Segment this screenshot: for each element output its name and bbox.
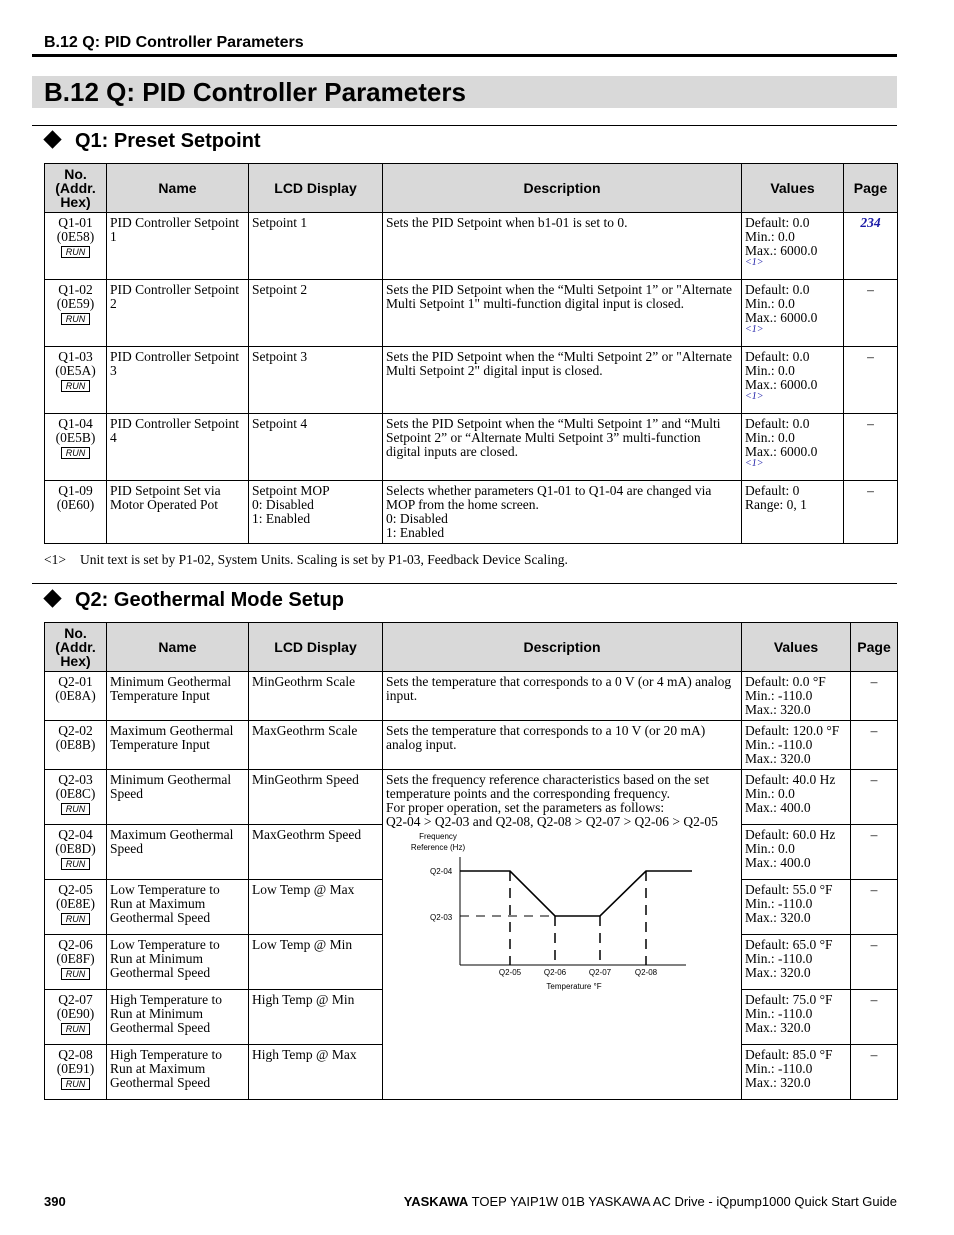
page-ref: – [851,825,898,880]
geothermal-frequency-diagram [410,829,724,993]
values [742,414,844,481]
x-tick-label: Q2-07 [588,968,612,977]
page-ref: – [851,1045,898,1100]
values-line: Default: 0.0 [745,349,810,364]
values [742,770,851,825]
values-line: Default: 85.0 °F [745,1047,833,1062]
values-line: Default: 0.0 [745,215,810,230]
col-lcd-header: LCD Display [249,623,383,672]
q1-heading-text: Q1: Preset Setpoint [75,130,261,152]
col-name-header: Name [107,623,249,672]
page-ref: – [851,672,898,721]
x-tick-label: Q2-05 [498,968,522,977]
param-address: (0E5B) [55,430,96,445]
run-badge: RUN [61,1078,91,1090]
page-ref: – [851,935,898,990]
footer-brand: YASKAWA [403,1194,469,1209]
page-ref[interactable] [844,213,898,280]
lcd-display [249,280,383,347]
description-line: Sets the frequency reference characteristics based on the set temperature points and the corresponding frequency. [386,772,710,801]
description-line: 0: Disabled [386,511,448,526]
param-address: (0E91) [56,1061,95,1076]
description [383,481,742,544]
param-id: Q1-03 [58,349,93,364]
table-row [45,280,898,347]
diamond-bullet-icon [43,131,61,149]
page-dash: – [867,282,874,297]
param-address: (0E5A) [55,363,96,378]
footnote-mark: <1> [44,552,66,567]
col-no-header: No. (Addr. Hex) [45,623,107,672]
param-id: Q2-02 [58,723,93,738]
footer-guide-text: TOEP YAIP1W 01B YASKAWA AC Drive - iQpump1000 Quick Start Guide [471,1194,897,1209]
y-axis-title: Frequency [419,832,457,841]
param-name: PID Controller Setpoint 1 [107,213,249,280]
q1-table [44,163,898,544]
page-link[interactable]: 234 [860,215,881,230]
param-id: Q2-05 [58,882,93,897]
unit-note-ref[interactable]: <1> [745,257,764,268]
description [383,721,742,770]
lcd-display [249,213,383,280]
values-line: Max.: 320.0 [745,1020,811,1035]
values-line: Min.: -110.0 [745,737,813,752]
param-address: (0E8C) [55,786,96,801]
col-values-header: Values [742,623,851,672]
param-number [45,280,107,347]
description [383,280,742,347]
col-description-header: Description [383,623,742,672]
param-name: PID Controller Setpoint 2 [107,280,249,347]
values-line: Max.: 6000.0 [745,243,818,258]
run-badge: RUN [61,380,91,392]
values-line: Max.: 400.0 [745,800,811,815]
param-number [45,347,107,414]
param-id: Q2-08 [58,1047,93,1062]
x-tick-label: Q2-06 [543,968,567,977]
values-line: Min.: -110.0 [745,896,813,911]
description-line: Sets the temperature that corresponds to a 0 V (or 4 mA) analog input. [386,674,732,703]
param-id: Q2-07 [58,992,93,1007]
x-axis-title: Temperature °F [546,982,602,991]
param-address: (0E8A) [55,688,96,703]
values [742,721,851,770]
param-name: Minimum Geothermal Speed [107,770,249,825]
run-badge: RUN [61,858,91,870]
header-rule [32,54,897,57]
param-name: Maximum Geothermal Speed [107,825,249,880]
param-name: Low Temperature to Run at Maximum Geothermal Speed [107,880,249,935]
lcd-display: Low Temp @ Max [249,880,383,935]
param-name: High Temperature to Run at Minimum Geothermal Speed [107,990,249,1045]
description-line: Sets the PID Setpoint when the “Multi Setpoint 1” and “Multi Setpoint 2” or “Alternate Multi Setpoint 3” multi-function digital inputs are closed. [386,416,721,459]
lcd-display-line: Setpoint 1 [252,215,308,230]
q1-header-row [45,164,898,213]
description-line: For proper operation, set the parameters as follows: [386,800,665,815]
lcd-display: High Temp @ Max [249,1045,383,1100]
lcd-display: Low Temp @ Min [249,935,383,990]
values [742,213,844,280]
values [742,672,851,721]
values-line: Default: 120.0 °F [745,723,840,738]
page-dash: – [867,349,874,364]
footer-page-number: 390 [44,1194,66,1209]
lcd-display-line: Setpoint 2 [252,282,308,297]
param-id: Q1-04 [58,416,93,431]
param-number [45,414,107,481]
description [383,414,742,481]
values-line: Min.: -110.0 [745,951,813,966]
values [742,990,851,1045]
param-id: Q1-09 [58,483,93,498]
param-number [45,880,107,935]
description-line: Q2-04 > Q2-03 and Q2-08, Q2-08 > Q2-07 > Q2-06 > Q2-05 [386,814,718,829]
param-name: Minimum Geothermal Temperature Input [107,672,249,721]
param-number [45,935,107,990]
lcd-display [249,414,383,481]
param-name: Low Temperature to Run at Minimum Geothermal Speed [107,935,249,990]
y-axis-title: Reference (Hz) [410,843,466,852]
values [742,880,851,935]
lcd-display: High Temp @ Min [249,990,383,1045]
description-line: 1: Enabled [386,525,445,540]
q1-rule [32,125,897,126]
param-address: (0E8D) [55,841,96,856]
col-values-header: Values [742,164,844,213]
values-line: Min.: -110.0 [745,688,813,703]
param-name: High Temperature to Run at Maximum Geothermal Speed [107,1045,249,1100]
q2-table [44,622,898,1100]
values-line: Default: 75.0 °F [745,992,833,1007]
lcd-display: MaxGeothrm Speed [249,825,383,880]
page-ref: – [851,721,898,770]
y-tick-label: Q2-04 [430,867,453,876]
col-lcd-header: LCD Display [249,164,383,213]
values-line: Default: 0.0 [745,282,810,297]
run-badge: RUN [61,1023,91,1035]
values [742,280,844,347]
values-line: Default: 0 [745,483,800,498]
table-row [45,414,898,481]
param-number [45,481,107,544]
param-id: Q2-04 [58,827,93,842]
values-line: Max.: 6000.0 [745,310,818,325]
values-line: Max.: 320.0 [745,1075,811,1090]
col-page-header: Page [844,164,898,213]
param-id: Q1-01 [58,215,93,230]
q2-header-row [45,623,898,672]
values-line: Min.: -110.0 [745,1061,813,1076]
values-line: Default: 65.0 °F [745,937,833,952]
lcd-display [249,347,383,414]
values-line: Max.: 6000.0 [745,444,818,459]
diamond-bullet-icon [43,590,61,608]
description-line: Sets the PID Setpoint when the “Multi Setpoint 2” or "Alternate Multi Setpoint 2" digital input is closed. [386,349,732,378]
values-line: Default: 55.0 °F [745,882,833,897]
col-no-header: No. (Addr. Hex) [45,164,107,213]
description-line: Sets the PID Setpoint when the “Multi Setpoint 1” or "Alternate Multi Setpoint 1" multi-function digital input is closed. [386,282,732,311]
page-title: B.12 Q: PID Controller Parameters [44,77,466,107]
page-dash: – [867,483,874,498]
lcd-display-line: 0: Disabled [252,497,314,512]
unit-note-ref[interactable]: <1> [745,458,764,469]
lcd-display-line: Setpoint 3 [252,349,308,364]
values [742,481,844,544]
values-line: Min.: 0.0 [745,430,795,445]
param-name: PID Controller Setpoint 3 [107,347,249,414]
lcd-display-line: Setpoint MOP [252,483,330,498]
param-address: (0E59) [56,296,95,311]
table-row [45,347,898,414]
param-number [45,213,107,280]
running-header: B.12 Q: PID Controller Parameters [44,34,304,51]
table-row [45,213,898,280]
page-ref: – [851,990,898,1045]
param-name: PID Setpoint Set via Motor Operated Pot [107,481,249,544]
param-number [45,825,107,880]
col-page-header: Page [851,623,898,672]
lcd-display: MinGeothrm Scale [249,672,383,721]
values-line: Default: 0.0 °F [745,674,826,689]
geothermal-description [383,770,742,1100]
param-number [45,1045,107,1100]
param-number [45,721,107,770]
frequency-curve [460,871,692,916]
param-name: Maximum Geothermal Temperature Input [107,721,249,770]
run-badge: RUN [61,447,91,459]
values-line: Default: 40.0 Hz [745,772,836,787]
footnote [44,552,568,568]
values-line: Max.: 6000.0 [745,377,818,392]
values-line: Min.: 0.0 [745,363,795,378]
param-number [45,990,107,1045]
description [383,213,742,280]
values-line: Min.: -110.0 [745,1006,813,1021]
param-address: (0E8B) [55,737,96,752]
param-address: (0E8F) [56,951,95,966]
param-id: Q2-03 [58,772,93,787]
run-badge: RUN [61,968,91,980]
values-line: Min.: 0.0 [745,229,795,244]
table-row [45,770,898,825]
values-line: Min.: 0.0 [745,841,795,856]
values-line: Max.: 320.0 [745,965,811,980]
run-badge: RUN [61,313,91,325]
x-tick-label: Q2-08 [634,968,658,977]
unit-note-ref[interactable]: <1> [745,391,764,402]
values-line: Min.: 0.0 [745,786,795,801]
description-line: Sets the PID Setpoint when b1-01 is set to 0. [386,215,628,230]
values-line: Max.: 320.0 [745,702,811,717]
param-id: Q1-02 [58,282,93,297]
values-line: Max.: 400.0 [745,855,811,870]
lcd-display-line: Setpoint 4 [252,416,308,431]
values-line: Default: 60.0 Hz [745,827,836,842]
param-name: PID Controller Setpoint 4 [107,414,249,481]
page-dash: – [867,416,874,431]
param-id: Q2-06 [58,937,93,952]
page-ref [844,414,898,481]
footnote-text: Unit text is set by P1-02, System Units. Scaling is set by P1-03, Feedback Device Scaling. [80,552,568,567]
param-id: Q2-01 [58,674,93,689]
col-description-header: Description [383,164,742,213]
values-line: Max.: 320.0 [745,751,811,766]
values [742,347,844,414]
run-badge: RUN [61,803,91,815]
param-address: (0E58) [56,229,95,244]
description [383,672,742,721]
values-line: Range: 0, 1 [745,497,807,512]
lcd-display-line: 1: Enabled [252,511,311,526]
table-row [45,721,898,770]
description-line: Sets the temperature that corresponds to a 10 V (or 20 mA) analog input. [386,723,706,752]
page-ref [844,481,898,544]
page-ref: – [851,880,898,935]
q2-heading-text: Q2: Geothermal Mode Setup [75,589,344,611]
q1-heading [44,129,261,153]
lcd-display: MaxGeothrm Scale [249,721,383,770]
values [742,1045,851,1100]
page-ref [844,347,898,414]
param-address: (0E60) [56,497,95,512]
param-number [45,770,107,825]
param-number [45,672,107,721]
y-tick-label: Q2-03 [430,913,453,922]
page-ref [844,280,898,347]
q2-heading [44,588,344,612]
run-badge: RUN [61,246,91,258]
col-name-header: Name [107,164,249,213]
values-line: Min.: 0.0 [745,296,795,311]
values-line: Max.: 320.0 [745,910,811,925]
description-line: Selects whether parameters Q1-01 to Q1-04 are changed via MOP from the home screen. [386,483,712,512]
description [383,347,742,414]
param-address: (0E8E) [56,896,95,911]
values-line: Default: 0.0 [745,416,810,431]
run-badge: RUN [61,913,91,925]
q2-rule [32,583,897,584]
values [742,935,851,990]
page-ref: – [851,770,898,825]
lcd-display: MinGeothrm Speed [249,770,383,825]
param-address: (0E90) [56,1006,95,1021]
table-row [45,481,898,544]
lcd-display [249,481,383,544]
unit-note-ref[interactable]: <1> [745,324,764,335]
values [742,825,851,880]
footer-guide-title [404,1194,897,1209]
table-row [45,672,898,721]
